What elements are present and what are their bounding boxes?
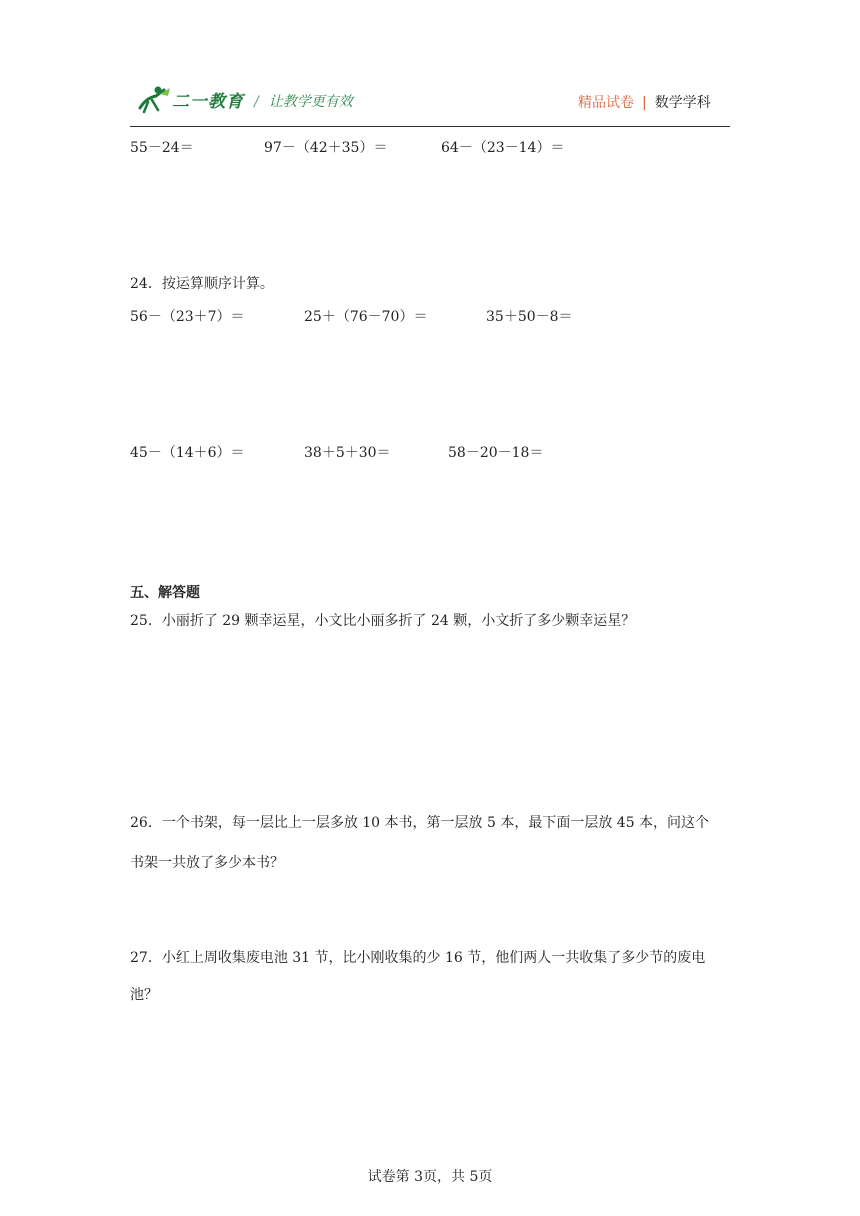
expression: 25＋（76－70）＝ <box>304 309 428 325</box>
header-tag: 精品试卷 <box>578 95 634 111</box>
slogan-text: 让教学更有效 <box>268 94 353 110</box>
header-separator-icon: | <box>642 95 647 111</box>
expression: 45－（14＋6）＝ <box>130 445 245 461</box>
question-27-line1: 27．小红上周收集废电池 31 节，比小刚收集的少 16 节，他们两人一共收集了多少节的废电 <box>130 950 706 966</box>
header-right <box>578 92 711 112</box>
header-subject: 数学学科 <box>654 95 711 111</box>
expression: 56－（23＋7）＝ <box>130 309 245 325</box>
slash-divider-icon: / <box>254 94 259 110</box>
header-slogan <box>254 91 353 111</box>
question-24-stem: 24．按运算顺序计算。 <box>130 276 274 292</box>
expression: 58－20－18＝ <box>448 445 544 461</box>
expression: 38＋5＋30＝ <box>304 445 391 461</box>
expression: 35＋50－8＝ <box>486 309 573 325</box>
page-footer: 试卷第 3页，共 5页 <box>367 1169 493 1185</box>
expression: 64－（23－14）＝ <box>441 140 565 156</box>
question-26-line2: 书架一共放了多少本书？ <box>130 855 284 871</box>
question-27-line2: 池？ <box>130 987 158 1003</box>
expression: 97－（42＋35）＝ <box>264 140 388 156</box>
section-title: 五、解答题 <box>130 585 200 601</box>
question-25: 25．小丽折了 29 颗幸运星，小文比小丽多折了 24 颗，小文折了多少颗幸运星？ <box>130 613 636 629</box>
runner-logo-icon <box>136 84 172 114</box>
header-divider <box>130 126 730 127</box>
brand-logo <box>136 84 246 114</box>
expression: 55－24＝ <box>130 140 194 156</box>
question-26-line1: 26．一个书架，每一层比上一层多放 10 本书，第一层放 5 本，最下面一层放 45 本，问这个 <box>130 815 710 831</box>
brand-name: 二一教育 <box>172 92 244 112</box>
